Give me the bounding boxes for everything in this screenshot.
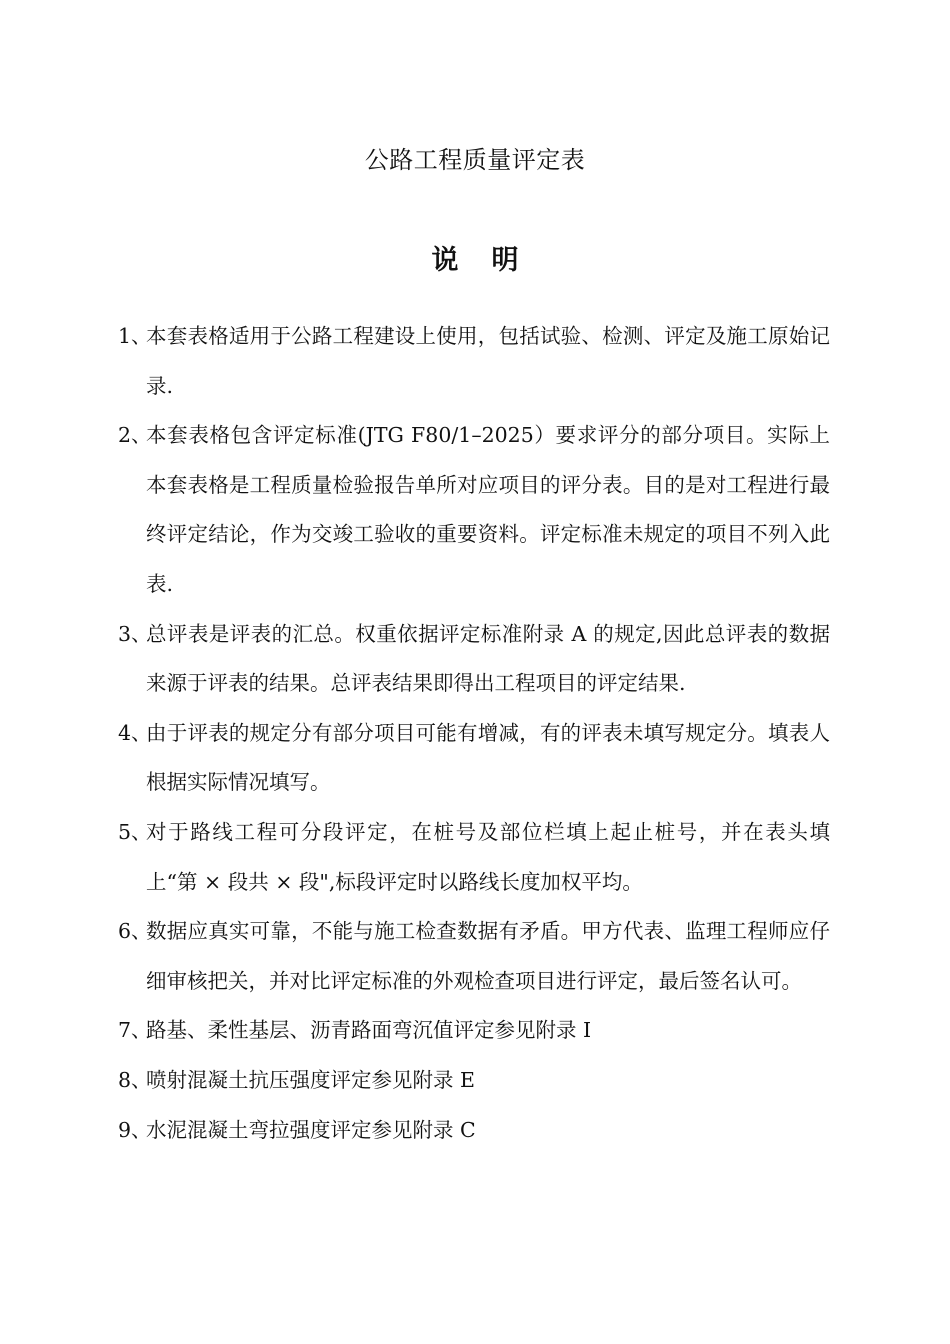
note-number: 5、: [118, 819, 152, 844]
note-text: 数据应真实可靠，不能与施工检查数据有矛盾。甲方代表、监理工程师应仔细审核把关，并对比评定标准的外观检查项目进行评定，最后签名认可。: [146, 919, 830, 993]
note-text: 水泥混凝土弯拉强度评定参见附录 C: [146, 1117, 476, 1142]
note-number: 3、: [118, 621, 152, 646]
note-item-2: [118, 411, 830, 609]
note-number: 2、: [118, 423, 152, 448]
note-text: 由于评表的规定分有部分项目可能有增减，有的评表未填写规定分。填表人根据实际情况填写。: [146, 720, 830, 795]
note-number: 9、: [118, 1117, 152, 1142]
note-number: 4、: [118, 720, 152, 745]
note-number: 7、: [118, 1018, 152, 1043]
note-number: 1、: [118, 324, 152, 348]
note-item-8: [118, 1056, 830, 1106]
note-text: 本套表格包含评定标准(JTG F80/1–2025）要求评分的部分项目。实际上本套表格是工程质量检验报告单所对应项目的评分表。目的是对工程进行最终评定结论，作为交竣工验收的重要资料。评定标准未规定的项目不列入此表.: [146, 423, 830, 596]
notes-list: [118, 312, 830, 1155]
note-item-4: [118, 709, 830, 808]
section-heading: [0, 241, 950, 281]
note-text: 对于路线工程可分段评定，在桩号及部位栏填上起止桩号，并在表头填上“第 × 段共 × 段",标段评定时以路线长度加权平均。: [146, 819, 830, 894]
note-item-9: [118, 1106, 830, 1156]
note-number: 6、: [118, 919, 152, 944]
note-item-6: [118, 907, 830, 1006]
heading-char-1: 说: [431, 245, 459, 276]
note-text: 本套表格适用于公路工程建设上使用，包括试验、检测、评定及施工原始记录.: [146, 324, 830, 398]
note-item-5: [118, 808, 830, 907]
note-item-1: [118, 312, 830, 411]
heading-char-2: 明: [491, 245, 519, 276]
note-text: 总评表是评表的汇总。权重依据评定标准附录 A 的规定,因此总评表的数据来源于评表的结果。总评表结果即得出工程项目的评定结果.: [146, 621, 830, 696]
note-text: 路基、柔性基层、沥青路面弯沉值评定参见附录 I: [146, 1018, 592, 1043]
document-title: 公路工程质量评定表: [364, 146, 586, 174]
note-number: 8、: [118, 1067, 152, 1092]
note-item-7: [118, 1006, 830, 1056]
note-item-3: [118, 610, 830, 709]
note-text: 喷射混凝土抗压强度评定参见附录 E: [146, 1067, 475, 1092]
